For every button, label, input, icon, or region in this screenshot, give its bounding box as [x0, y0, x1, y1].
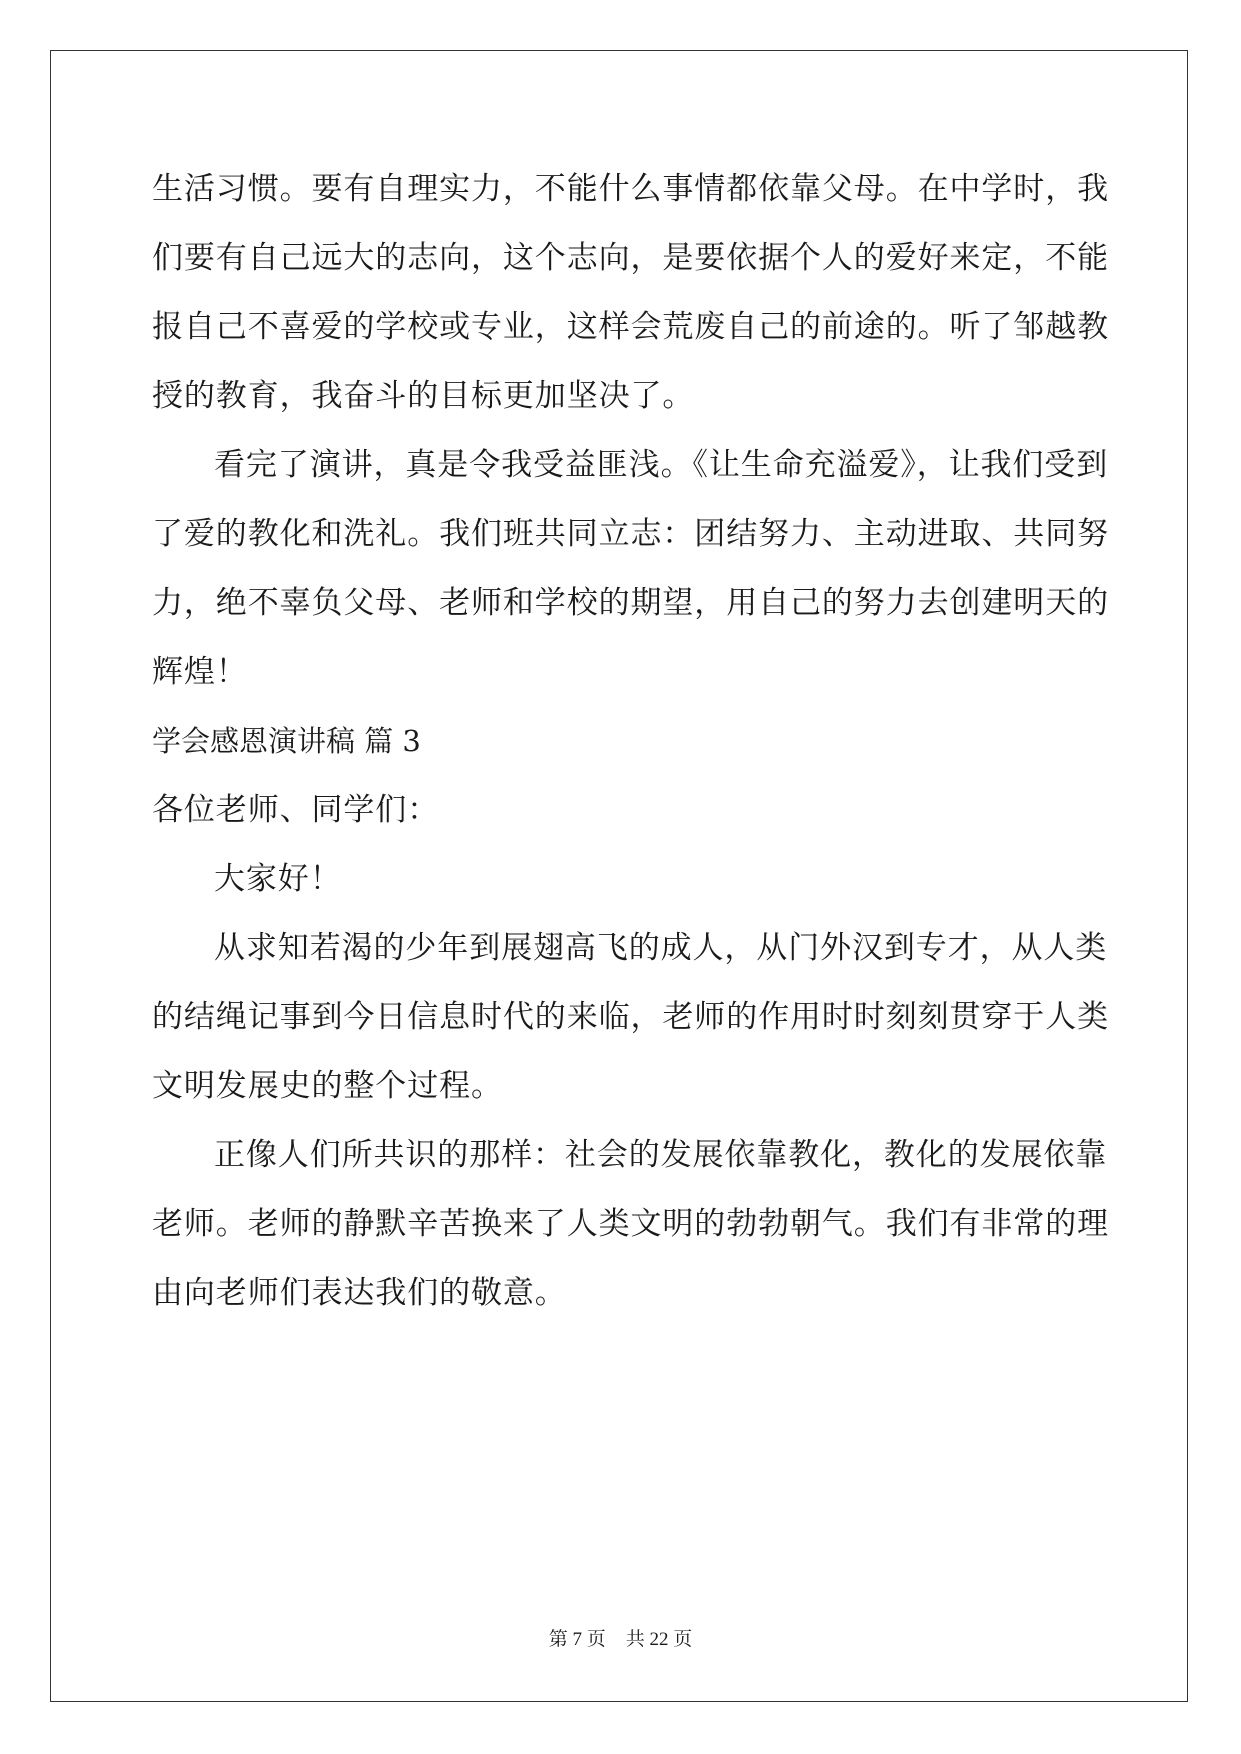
paragraph: [152, 431, 1109, 707]
text-line: 老师。老师的静默辛苦换来了人类文明的勃勃朝气。我们有非常的理: [152, 1206, 1109, 1242]
paragraph: [152, 776, 1087, 845]
text-line: 文明发展史的整个过程。: [152, 1068, 503, 1104]
text-line: 生活习惯。要有自理实力，不能什么事情都依靠父母。在中学时，我: [152, 171, 1109, 207]
paragraph: [152, 155, 1109, 431]
page-number: 第 7 页: [548, 1629, 606, 1650]
text-line: 大家好！: [214, 861, 342, 897]
section-title: 学会感恩演讲稿 篇 3: [152, 724, 421, 758]
text-line: 们要有自己远大的志向，这个志向，是要依据个人的爱好来定，不能: [152, 240, 1109, 276]
total-pages: 共 22 页: [625, 1629, 693, 1650]
text-line: 从求知若渴的少年到展翅高飞的成人，从门外汉到专才，从人类: [214, 930, 1108, 966]
text-line: 辉煌！: [152, 654, 248, 690]
text-line: 看完了演讲，真是令我受益匪浅。《让生命充溢爱》，让我们受到: [214, 447, 1109, 483]
paragraph: [152, 845, 1087, 914]
paragraph: [152, 914, 1109, 1121]
paragraph: [152, 1121, 1109, 1328]
text-line: 了爱的教化和洗礼。我们班共同立志：团结努力、主动进取、共同努: [152, 516, 1109, 552]
text-line: 各位老师、同学们：: [152, 792, 440, 828]
text-line: 授的教育，我奋斗的目标更加坚决了。: [152, 378, 695, 414]
text-line: 由向老师们表达我们的敬意。: [152, 1275, 567, 1311]
page-footer: [0, 1624, 1241, 1651]
section-heading: [152, 707, 1087, 776]
document-body: [152, 155, 1109, 1328]
text-line: 正像人们所共识的那样：社会的发展依靠教化，教化的发展依靠: [214, 1137, 1108, 1173]
text-line: 力，绝不辜负父母、老师和学校的期望，用自己的努力去创建明天的: [152, 585, 1109, 621]
text-line: 的结绳记事到今日信息时代的来临，老师的作用时时刻刻贯穿于人类: [152, 999, 1109, 1035]
text-line: 报自己不喜爱的学校或专业，这样会荒废自己的前途的。听了邹越教: [152, 309, 1109, 345]
